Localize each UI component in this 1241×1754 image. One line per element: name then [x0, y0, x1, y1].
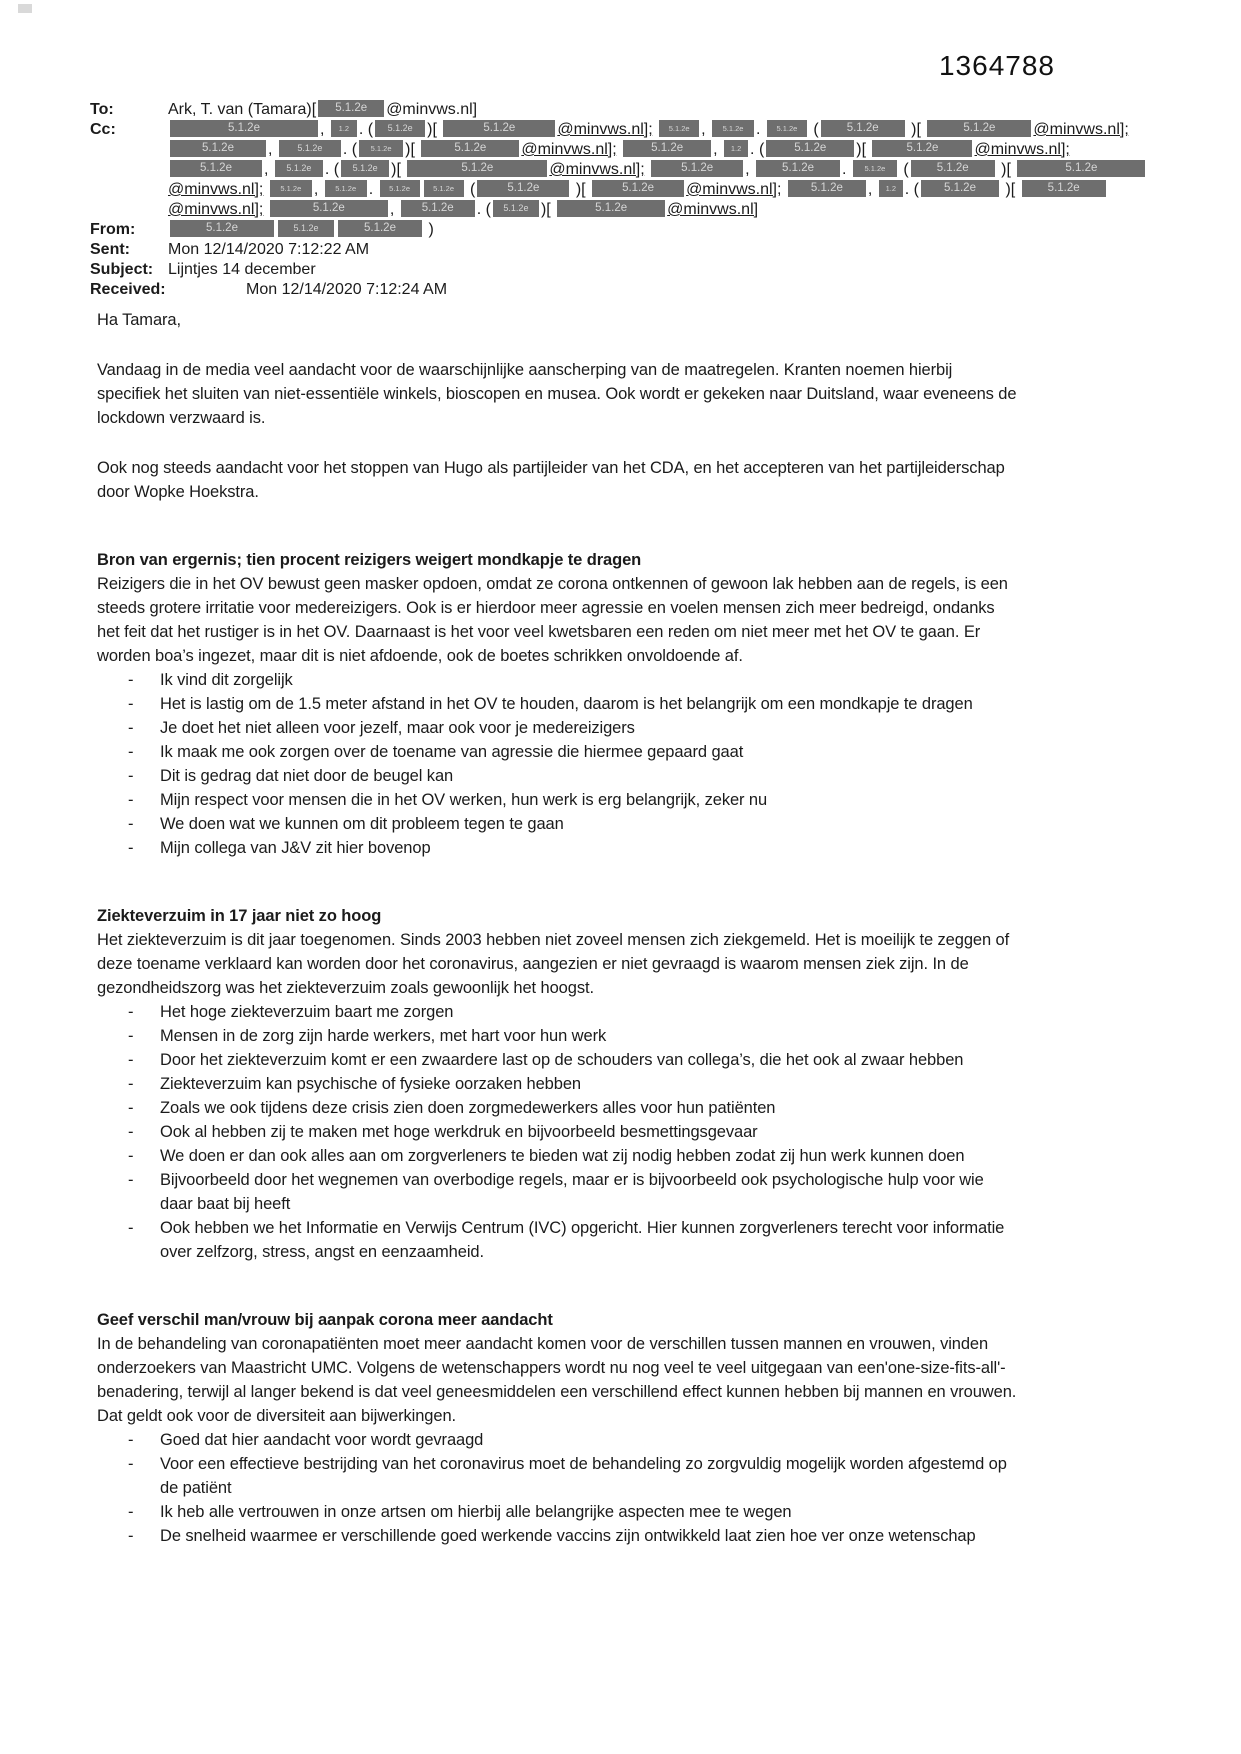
bullet-text: Ik heb alle vertrouwen in onze artsen om hierbij alle belangrijke aspecten mee te wegen	[160, 1503, 792, 1521]
bullet-item	[97, 1096, 1017, 1120]
header-text	[653, 121, 657, 138]
bullet-dash: -	[128, 1219, 134, 1237]
bullet-dash: -	[128, 719, 134, 737]
header-text: @minvws.nl];	[549, 161, 645, 178]
bullet-dash: -	[128, 839, 134, 857]
redaction-box: 5.1.2e	[338, 220, 422, 237]
redaction-box: 5.1.2e	[623, 140, 711, 157]
redaction-box: 5.1.2e	[592, 180, 684, 197]
bullet-dash: -	[128, 1003, 134, 1021]
bullet-item	[97, 740, 1017, 764]
bullet-text: Zoals we ook tijdens deze crisis zien doen zorgmedewerkers alles voor hun patiënten	[160, 1099, 776, 1117]
redaction-box: 5.1.2e	[275, 160, 323, 177]
bullet-dash: -	[128, 1075, 134, 1093]
bullet-item	[97, 836, 1017, 860]
redaction-box: 1.2	[331, 120, 357, 137]
header-text: .	[756, 121, 765, 138]
bullet-item	[97, 1072, 1017, 1096]
redaction-box: 1.2	[724, 140, 748, 157]
redaction-box: 5.1.2e	[651, 160, 743, 177]
sections	[97, 548, 1017, 1548]
header-text: ,	[313, 181, 323, 198]
header-text: )[	[856, 141, 871, 158]
redaction-box: 5.1.2e	[1017, 160, 1145, 177]
header-row	[90, 120, 1152, 220]
bullet-text: Bijvoorbeeld door het wegnemen van overbodige regels, maar er is bijvoorbeeld ook psychologische hulp voor wie daar baat bij heeft	[160, 1171, 984, 1213]
header-text: Ark, T. van (Tamara)[	[168, 101, 317, 118]
email-body	[97, 308, 1017, 1548]
header-field-label: Sent:	[90, 241, 130, 258]
bullet-list	[97, 668, 1017, 860]
bullet-item	[97, 1144, 1017, 1168]
redaction-box: 5.1.2e	[557, 200, 665, 217]
bullet-text: Goed dat hier aandacht voor wordt gevraagd	[160, 1431, 484, 1449]
header-text: (	[808, 121, 819, 138]
bullet-text: Mijn respect voor mensen die in het OV werken, hun werk is erg belangrijk, zeker nu	[160, 791, 768, 809]
redaction-box: 5.1.2e	[380, 180, 420, 197]
redaction-box: 5.1.2e	[921, 180, 999, 197]
header-text: .	[368, 181, 378, 198]
bullet-item	[97, 1168, 1017, 1216]
bullet-text: Het is lastig om de 1.5 meter afstand in het OV te houden, daarom is het belangrijk om een mondkapje te dragen	[160, 695, 973, 713]
header-text: @minvws.nl];	[686, 181, 782, 198]
redaction-box: 5.1.2e	[659, 120, 699, 137]
header-field-value	[168, 260, 1152, 280]
email-section	[97, 548, 1017, 860]
section-heading: Bron van ergernis; tien procent reizigers weigert mondkapje te dragen	[97, 551, 642, 569]
header-text: . (	[904, 181, 919, 198]
bullet-item	[97, 1120, 1017, 1144]
redaction-box: 5.1.2e	[341, 160, 389, 177]
redaction-box: 5.1.2e	[270, 200, 388, 217]
redaction-box: 5.1.2e	[279, 140, 341, 157]
header-text: Mon 12/14/2020 7:12:24 AM	[246, 281, 448, 298]
header-text: @minvws.nl]	[386, 101, 478, 118]
redaction-box: 5.1.2e	[375, 120, 425, 137]
section-heading: Ziekteverzuim in 17 jaar niet zo hoog	[97, 907, 382, 925]
header-field-label: Cc:	[90, 121, 116, 138]
redaction-box: 5.1.2e	[788, 180, 866, 197]
header-text: )[	[996, 161, 1016, 178]
bullet-list	[97, 1428, 1017, 1548]
bullet-dash: -	[128, 743, 134, 761]
redaction-box: 5.1.2e	[170, 140, 266, 157]
header-text: . (	[358, 121, 374, 138]
bullet-text: Mensen in de zorg zijn harde werkers, met hart voor hun werk	[160, 1027, 607, 1045]
bullet-dash: -	[128, 767, 134, 785]
bullet-text: De snelheid waarmee er verschillende goed werkende vaccins zijn ontwikkeld laat zien hoe ver onze wetenschap	[160, 1527, 976, 1545]
redaction-box: 5.1.2e	[359, 140, 403, 157]
redaction-box: 5.1.2e	[853, 160, 897, 177]
bullet-item	[97, 788, 1017, 812]
header-text: @minvws.nl];	[168, 201, 264, 218]
redaction-box: 5.1.2e	[766, 140, 854, 157]
header-text: )[	[571, 181, 591, 198]
email-section	[97, 904, 1017, 1264]
header-text: ,	[713, 141, 723, 158]
header-row	[90, 240, 1152, 260]
redaction-box: 5.1.2e	[872, 140, 972, 157]
header-row	[90, 100, 1152, 120]
header-text: )[	[1001, 181, 1020, 198]
header-row	[90, 260, 1152, 280]
bullet-dash: -	[128, 1027, 134, 1045]
bullet-dash: -	[128, 1503, 134, 1521]
header-text: )	[424, 221, 434, 238]
header-text: Lijntjes 14 december	[168, 261, 316, 278]
header-text: (	[898, 161, 909, 178]
scan-artifact	[18, 4, 32, 13]
bullet-text: Ik maak me ook zorgen over de toename van agressie die hiermee gepaard gaat	[160, 743, 744, 761]
bullet-dash: -	[128, 1051, 134, 1069]
header-text: @minvws.nl];	[1033, 121, 1129, 138]
bullet-dash: -	[128, 791, 134, 809]
redaction-box: 5.1.2e	[325, 180, 367, 197]
redaction-box: 5.1.2e	[756, 160, 840, 177]
bullet-item	[97, 764, 1017, 788]
bullet-text: Ik vind dit zorgelijk	[160, 671, 293, 689]
header-text: @minvws.nl];	[557, 121, 653, 138]
bullet-dash: -	[128, 695, 134, 713]
redaction-box: 5.1.2e	[278, 220, 334, 237]
bullet-item	[97, 1500, 1017, 1524]
bullet-text: Ziekteverzuim kan psychische of fysieke oorzaken hebben	[160, 1075, 581, 1093]
header-field-value	[168, 220, 1152, 240]
bullet-text: Dit is gedrag dat niet door de beugel kan	[160, 767, 454, 785]
redaction-box: 5.1.2e	[407, 160, 547, 177]
header-field-label: From:	[90, 221, 136, 238]
bullet-item	[97, 1428, 1017, 1452]
header-field-value	[168, 280, 1152, 300]
intro-paragraphs	[97, 358, 1017, 504]
header-row	[90, 220, 1152, 240]
email-section	[97, 1308, 1017, 1548]
header-text: (	[465, 181, 476, 198]
bullet-dash: -	[128, 1527, 134, 1545]
bullet-dash: -	[128, 1431, 134, 1449]
bullet-item	[97, 716, 1017, 740]
header-text	[263, 201, 267, 218]
bullet-item	[97, 1048, 1017, 1072]
redaction-box: 5.1.2e	[477, 180, 569, 197]
header-text: ,	[867, 181, 877, 198]
bullet-item	[97, 812, 1017, 836]
header-text: @minvws.nl];	[974, 141, 1070, 158]
bullet-list	[97, 1000, 1017, 1264]
header-field-value	[168, 100, 1152, 120]
bullet-dash: -	[128, 1147, 134, 1165]
redaction-box: 5.1.2e	[1022, 180, 1106, 197]
bullet-text: We doen er dan ook alles aan om zorgverleners te bieden wat zij nodig hebben zodat zij hun werk kunnen doen	[160, 1147, 965, 1165]
bullet-item	[97, 1000, 1017, 1024]
redaction-box: 5.1.2e	[421, 140, 519, 157]
document-number: 1364788	[938, 50, 1055, 81]
bullet-text: We doen wat we kunnen om dit probleem tegen te gaan	[160, 815, 564, 833]
bullet-dash: -	[128, 671, 134, 689]
redaction-box: 5.1.2e	[767, 120, 807, 137]
redaction-box: 5.1.2e	[318, 100, 384, 117]
header-text: ,	[701, 121, 711, 138]
greeting: Ha Tamara,	[97, 311, 181, 329]
header-text: Mon 12/14/2020 7:12:22 AM	[168, 241, 370, 258]
redaction-box: 5.1.2e	[712, 120, 754, 137]
header-text: ,	[320, 121, 329, 138]
header-field-value	[168, 240, 1152, 260]
bullet-item	[97, 1452, 1017, 1500]
section-paragraph: Reizigers die in het OV bewust geen masker opdoen, omdat ze corona ontkennen of gewoon lak hebben aan de regels, is een steeds grotere irritatie voor medereizigers. Ook is er hierdoor meer agressie en voelen mensen zich meer bedreigd, ondanks het feit dat het rustiger is in het OV. Daarnaast is het voor veel kwetsbaren een reden om niet meer met het OV te gaan. Er worden boa’s ingezet, maar dit is niet afdoende, ook de boetes schrikken onvoldoende af.	[97, 575, 1008, 665]
redaction-box: 1.2	[879, 180, 903, 197]
header-text: ,	[745, 161, 755, 178]
email-header	[90, 100, 1152, 300]
bullet-dash: -	[128, 1123, 134, 1141]
bullet-text: Ook hebben we het Informatie en Verwijs Centrum (IVC) opgericht. Hier kunnen zorgverleners terecht voor informatie over zelfzorg, stress, angst en eenzaamheid.	[160, 1219, 1005, 1261]
redaction-box: 5.1.2e	[424, 180, 464, 197]
header-text: @minvws.nl];	[521, 141, 617, 158]
header-text: . (	[324, 161, 340, 178]
header-text: . (	[342, 141, 358, 158]
header-field-label: To:	[90, 101, 114, 118]
bullet-text: Mijn collega van J&V zit hier bovenop	[160, 839, 431, 857]
header-text	[617, 141, 621, 158]
redaction-box: 5.1.2e	[927, 120, 1031, 137]
redaction-box: 5.1.2e	[270, 180, 312, 197]
redaction-box: 5.1.2e	[401, 200, 475, 217]
bullet-text: Door het ziekteverzuim komt er een zwaardere last op de schouders van collega’s, die het ook al zwaar hebben	[160, 1051, 964, 1069]
header-row	[90, 280, 1152, 300]
redaction-box: 5.1.2e	[493, 200, 539, 217]
header-text: )[	[906, 121, 926, 138]
redaction-box: 5.1.2e	[821, 120, 905, 137]
section-paragraph: Het ziekteverzuim is dit jaar toegenomen. Sinds 2003 hebben niet zoveel mensen zich ziekgemeld. Het is moeilijk te zeggen of deze toename verklaard kan worden door het coronavirus, aangezien er niet gevraagd is waarom mensen ziek zijn. In de gezondheidszorg was het ziekteverzuim zoals gewoonlijk het hoogst.	[97, 931, 1010, 997]
bullet-text: Je doet het niet alleen voor jezelf, maar ook voor je medereizigers	[160, 719, 635, 737]
bullet-item	[97, 668, 1017, 692]
header-text: )[	[405, 141, 420, 158]
header-text: . (	[750, 141, 765, 158]
header-text: ,	[389, 201, 399, 218]
header-text	[263, 181, 267, 198]
bullet-item	[97, 1024, 1017, 1048]
paragraph: Ook nog steeds aandacht voor het stoppen van Hugo als partijleider van het CDA, en het accepteren van het partijleiderschap door Wopke Hoekstra.	[97, 459, 1005, 501]
header-text: ,	[268, 141, 277, 158]
header-text: ,	[264, 161, 273, 178]
header-text: .	[842, 161, 851, 178]
bullet-dash: -	[128, 815, 134, 833]
bullet-dash: -	[128, 1455, 134, 1473]
redaction-box: 5.1.2e	[443, 120, 555, 137]
paragraph: Vandaag in de media veel aandacht voor de waarschijnlijke aanscherping van de maatregelen. Kranten noemen hierbij specifiek het sluiten van niet-essentiële winkels, bioscopen en musea. Ook wordt er gekeken naar Duitsland, waar eveneens de lockdown verzwaard is.	[97, 361, 1017, 427]
header-field-label: Received:	[90, 281, 166, 298]
header-text	[645, 161, 649, 178]
header-text: @minvws.nl]	[667, 201, 759, 218]
redaction-box: 5.1.2e	[170, 220, 274, 237]
redaction-box: 5.1.2e	[170, 160, 262, 177]
redaction-box: 5.1.2e	[911, 160, 995, 177]
bullet-dash: -	[128, 1099, 134, 1117]
header-text: )[	[540, 201, 556, 218]
header-text: )[	[391, 161, 406, 178]
redaction-box: 5.1.2e	[170, 120, 318, 137]
header-field-value	[168, 120, 1152, 220]
header-text: . (	[476, 201, 491, 218]
header-field-label: Subject:	[90, 261, 154, 278]
bullet-item	[97, 1216, 1017, 1264]
bullet-text: Het hoge ziekteverzuim baart me zorgen	[160, 1003, 454, 1021]
header-text: @minvws.nl];	[168, 181, 264, 198]
header-text	[781, 181, 785, 198]
bullet-text: Voor een effectieve bestrijding van het coronavirus moet de behandeling zo zorgvuldig mogelijk worden afgestemd op de patiënt	[160, 1455, 1007, 1497]
bullet-item	[97, 1524, 1017, 1548]
section-heading: Geef verschil man/vrouw bij aanpak corona meer aandacht	[97, 1311, 553, 1329]
bullet-item	[97, 692, 1017, 716]
section-paragraph: In de behandeling van coronapatiënten moet meer aandacht komen voor de verschillen tussen mannen en vrouwen, vinden onderzoekers van Maastricht UMC. Volgens de wetenschappers wordt nu nog veel te veel uitgegaan van een'one-size-fits-all'-benadering, terwijl al langer bekend is dat veel geneesmiddelen een verschillend effect kunnen hebben bij mannen en vrouwen. Dat geldt ook voor de diversiteit aan bijwerkingen.	[97, 1335, 1017, 1425]
bullet-text: Ook al hebben zij te maken met hoge werkdruk en bijvoorbeeld besmettingsgevaar	[160, 1123, 758, 1141]
header-text: )[	[427, 121, 442, 138]
bullet-dash: -	[128, 1171, 134, 1189]
